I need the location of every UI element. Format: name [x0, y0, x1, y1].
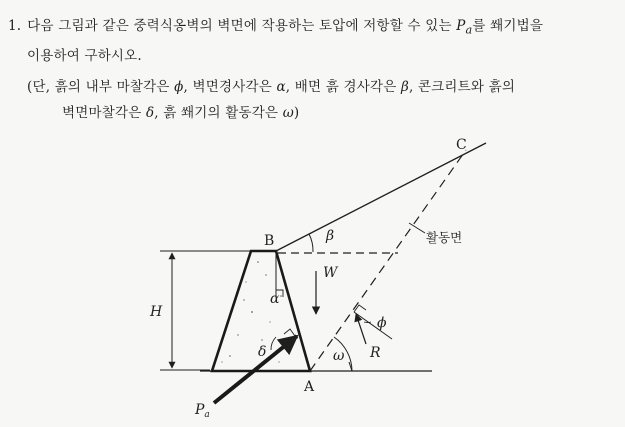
omega-symbol: ω [282, 105, 294, 121]
slip-plane-label: 활동면 [426, 230, 463, 245]
condition-text-a: (단, 흙의 내부 마찰각은 [27, 79, 170, 95]
problem-text-1-end: 를 쐐기법을 [472, 18, 544, 34]
problem-number: 1. [8, 18, 22, 34]
omega-label: ω [333, 348, 345, 364]
phi-label: ϕ [377, 315, 387, 331]
pa-symbol: P [456, 18, 466, 34]
right-angle-mark-delta [284, 329, 295, 336]
condition-text-c: , 배면 흙 경사각은 [285, 79, 397, 95]
beta-label: β [326, 228, 335, 244]
beta-symbol: β [400, 79, 409, 95]
problem-line-2: 이용하여 구하시오. [27, 48, 142, 64]
problem-text-1: 다음 그림과 같은 중력식옹벽의 벽면에 작용하는 토압에 저항할 수 있는 [27, 18, 452, 34]
phi-symbol: ϕ [174, 79, 184, 95]
active-pressure-arrow [214, 336, 297, 403]
point-a-label: A [304, 379, 315, 395]
reaction-arrow [356, 314, 366, 344]
active-pressure-label: $P_a$ [195, 402, 210, 420]
slip-plane-leader [409, 223, 425, 233]
weight-label: W [323, 265, 338, 281]
condition-text-g: ) [293, 105, 300, 121]
delta-label: δ [258, 344, 267, 360]
condition-text-e: 벽면마찰각은 [62, 105, 142, 121]
slip-plane [310, 150, 466, 371]
alpha-label: α [270, 291, 280, 307]
condition-text-b: , 벽면경사각은 [183, 79, 272, 95]
delta-arc [271, 337, 276, 350]
condition-text-d: , 콘크리트와 흙의 [408, 79, 516, 95]
delta-symbol: δ [145, 105, 155, 121]
condition-text-f: , 흙 쐐기의 활동각은 [154, 105, 279, 121]
point-c-label: C [456, 137, 467, 153]
height-label: H [150, 304, 163, 320]
reaction-label: R [370, 345, 381, 361]
point-b-label: B [264, 233, 275, 249]
beta-arc [309, 234, 313, 252]
pa-subscript: a [465, 23, 473, 37]
alpha-symbol: α [276, 79, 286, 95]
